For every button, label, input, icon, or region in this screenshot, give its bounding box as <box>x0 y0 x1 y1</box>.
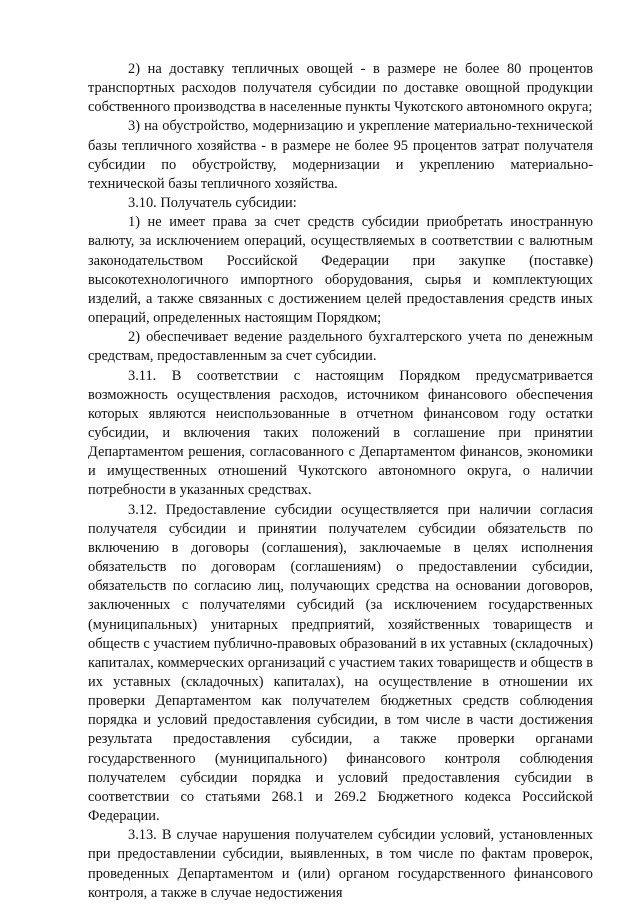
paragraph-vegetable-delivery: 2) на доставку тепличных овощей - в размере не более 80 процентов транспортных расходов получателя субсидии по доставке овощной продукции собственного производства в населенные пункты Чукотского автономного округа; <box>88 61 593 116</box>
paragraph-3-11: 3.11. В соответствии с настоящим Порядком предусматривается возможность осуществления расходов, источником финансового обеспечения которых являются неиспользованные в отчетном финансовом году остатки субсидии, и включения таких положений в соглашение при принятии Департаментом решения, согласованного с Департаментом финансов, экономики и имущественных отношений Чукотского автономного округа, о наличии потребности в указанных средствах. <box>88 367 593 499</box>
paragraph-3-12: 3.12. Предоставление субсидии осуществляется при наличии согласия получателя субсидии и принятии получателем субсидии обязательств по включению в договоры (соглашения), заключаемые в целях исполнения обязательств по договорам (соглашениям) о предоставлении субсидии, обязательств по согласию лиц, получающих средства на основании договоров, заключенных с получателями субсидий (за исключением государственных (муниципальных) унитарных предприятий, хозяйственных товариществ и обществ с участием публично-правовых образований в их уставных (складочных) капиталах, коммерческих организаций с участием таких товариществ и обществ в их уставных (складочных) капиталах), на осуществление в отношении их проверки Департаментом как получателем бюджетных средств соблюдения порядка и условий предоставления субсидии, в том числе в части достижения результата предоставления субсидии, а также проверки органами государственного (муниципального) финансового контроля соблюдения получателем субсидии порядка и условий предоставления субсидии в соответствии со статьями 268.1 и 269.2 Бюджетного кодекса Российской Федерации. <box>88 501 593 825</box>
paragraph-3-10-heading: 3.10. Получатель субсидии: <box>128 195 297 212</box>
paragraph-separate-accounting: 2) обеспечивает ведение раздельного бухгалтерского учета по денежным средствам, предоставленным за счет субсидии. <box>88 329 593 365</box>
paragraph-currency-restriction: 1) не имеет права за счет средств субсидии приобретать иностранную валюту, за исключением операций, осуществляемых в соответствии с валютным законодательством Российской Федерации при закупке (поставке) высокотехнологичного импортного оборудования, сырья и комплектующих изделий, а также связанных с достижением целей предоставления средств иных операций, определенных настоящим Порядком; <box>88 214 593 327</box>
paragraph-3-13: 3.13. В случае нарушения получателем субсидии условий, установленных при предоставлении субсидии, выявленных, в том числе по фактам проверок, проведенных Департаментом и (или) органом государственного финансового контроля, а также в случае недостижения <box>88 827 593 901</box>
paragraph-greenhouse-base: 3) на обустройство, модернизацию и укрепление материально-технической базы тепличного хозяйства - в размере не более 95 процентов затрат получателя субсидии по обустройству, модернизации и укреплению материально-технической базы тепличного хозяйства. <box>88 118 593 192</box>
document-text <box>88 60 593 903</box>
